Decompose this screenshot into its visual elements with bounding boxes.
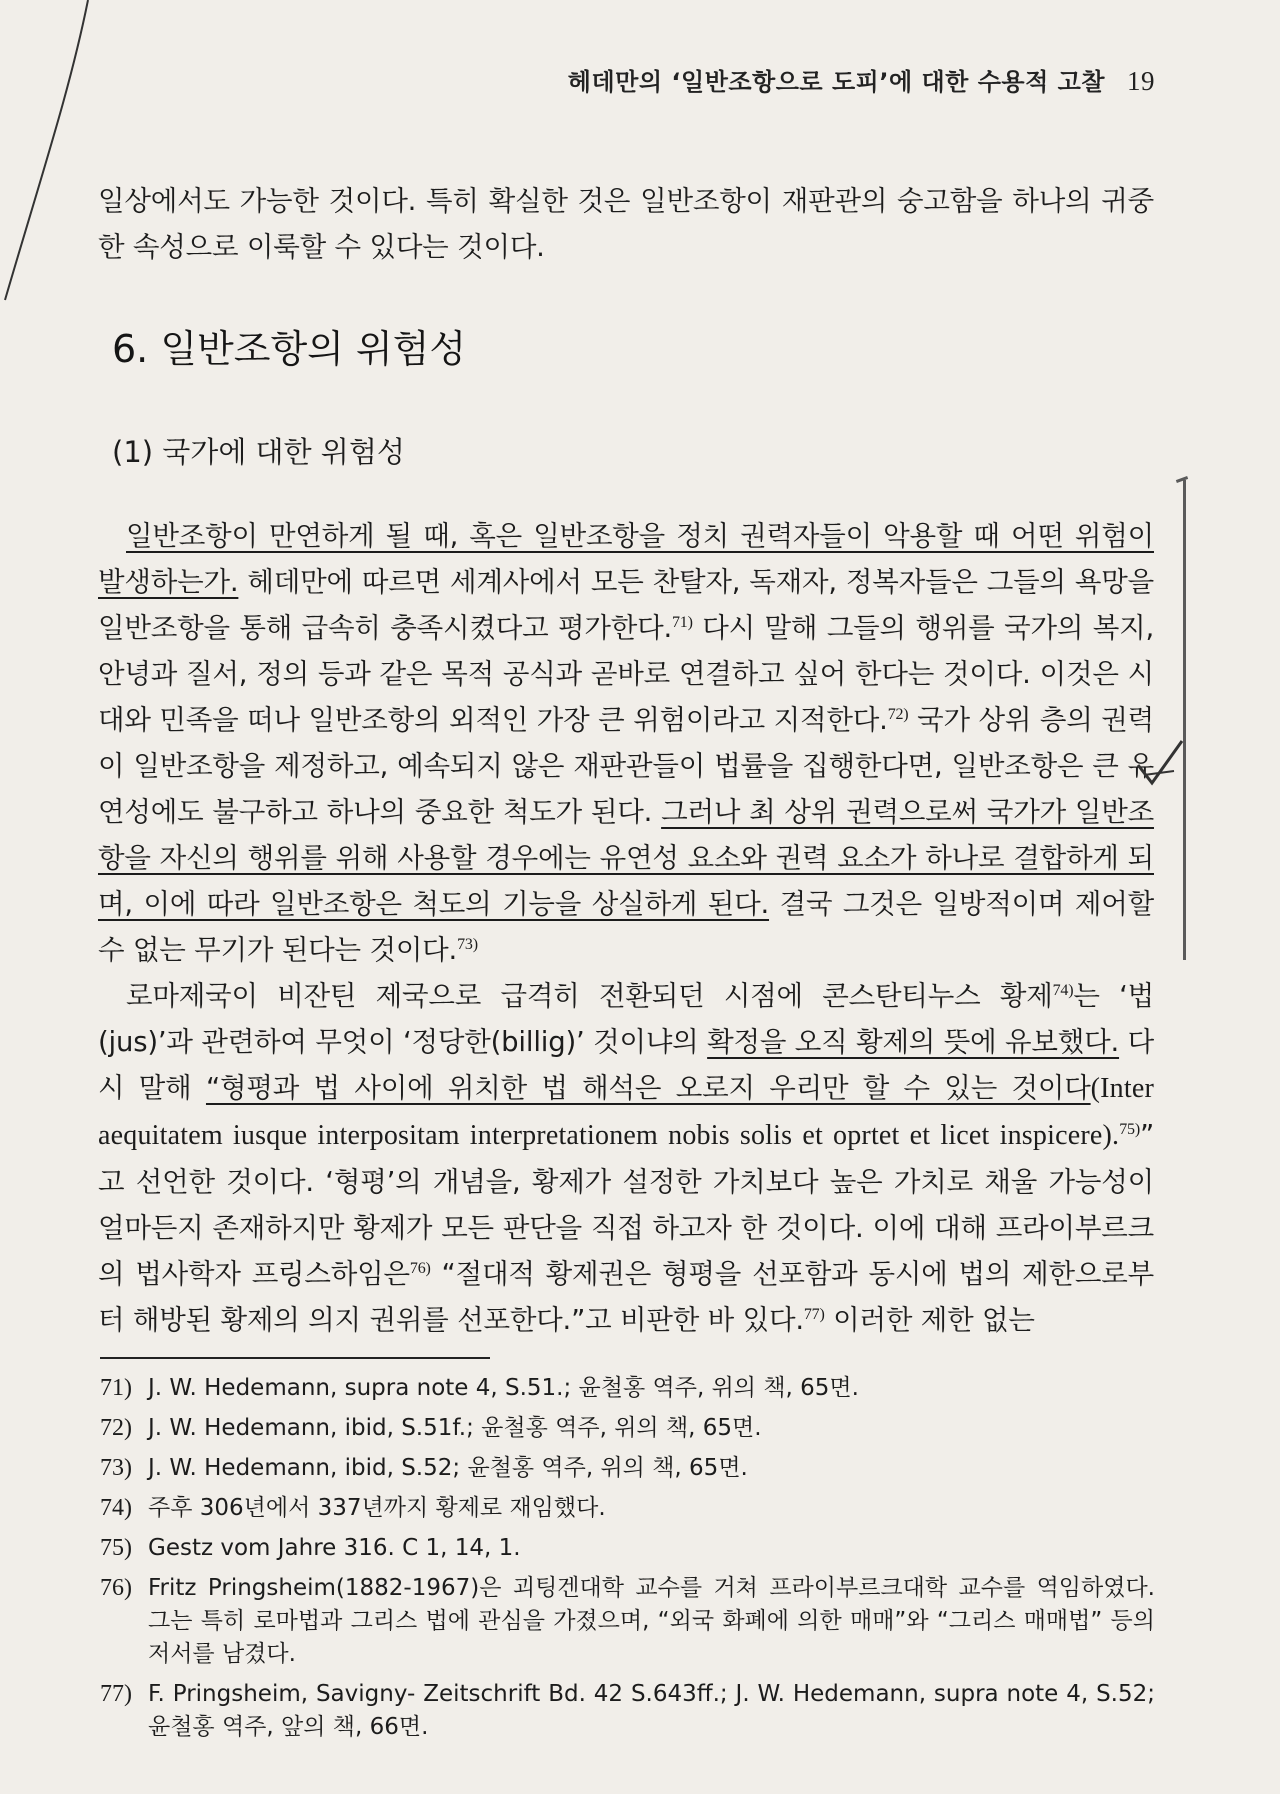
footnote-number: 76) <box>100 1575 132 1601</box>
footnote-item <box>100 1492 1155 1525</box>
page-number: 19 <box>1127 66 1155 96</box>
footnote-item <box>100 1412 1155 1445</box>
top-paragraph <box>98 178 1154 270</box>
footnote-ref: 76) <box>409 1259 431 1277</box>
text-run: 헤데만에 따르면 세계사에서 모든 찬탈자, 독재자, 정복자들은 그들의 욕망을 일반조항을 통해 급속히 충족시켰다고 평가한다. <box>98 566 1154 644</box>
running-head <box>100 62 1155 97</box>
footnote-ref: 71) <box>672 613 693 631</box>
footnote-ref: 73) <box>457 935 478 953</box>
footnote-number: 74) <box>100 1495 132 1521</box>
underlined-text: 확정을 오직 황제의 뜻에 유보했다. <box>707 1026 1120 1058</box>
footnote-text: 주후 306년에서 337년까지 황제로 재임했다. <box>148 1495 606 1521</box>
paragraph-2 <box>98 973 1154 1343</box>
footnote-number: 73) <box>100 1455 132 1481</box>
footnote-number: 71) <box>100 1375 132 1401</box>
footnote-number: 72) <box>100 1415 132 1441</box>
margin-bracket <box>1183 480 1186 960</box>
main-text <box>98 513 1154 1343</box>
text-run: ” 고 선언한 것이다. ‘형평’의 개념을, 황제가 설정한 가치보다 높은 가치로 채울 가능성이 얼마든지 존재하지만 황제가 모든 판단을 직접 하고자 한 것이다. 이에 대해 프라이부르크의 법사학자 프링스하임은 <box>98 1119 1154 1290</box>
margin-mark <box>1176 476 1188 483</box>
paragraph-1 <box>98 513 1154 973</box>
section-title: 6. 일반조항의 위험성 <box>112 327 467 371</box>
footnote-ref: 72) <box>887 705 909 723</box>
footnote-ref: 75) <box>1119 1120 1140 1138</box>
text-run: 다시 말해 그들의 행위를 국가의 복지, 안녕과 질서, 정의 등과 같은 목적 공식과 곧바로 연결하고 싶어 한다는 것이다. 이것은 시대와 민족을 떠나 일반조항의 외적인 가장 큰 위험이라고 지적한다. <box>98 612 1154 736</box>
check-mark-icon <box>1130 735 1190 795</box>
text-run: 는 ‘법(jus)’과 관련하여 무엇이 ‘정당한(billig)’ 것이냐의 <box>98 980 1154 1058</box>
footnote-item <box>100 1678 1155 1744</box>
text-run: “절대적 황제권은 형평을 선포함과 동시에 법의 제한으로부터 해방된 황제의 의지 권위를 선포한다.”고 비판한 바 있다. <box>98 1258 1154 1336</box>
footnote-text: Gestz vom Jahre 316. C 1, 14, 1. <box>148 1535 521 1561</box>
underlined-quote: “형평과 법 사이에 위치한 법 해석은 오로지 우리만 할 수 있는 것이다 <box>205 1072 1091 1104</box>
running-head-title: 헤데만의 ‘일반조항으로 도피’에 대한 수용적 고찰 <box>567 68 1105 96</box>
text-run: 결국 그것은 일방적이며 제어할 수 없는 무기가 된다는 것이다. <box>98 888 1154 966</box>
footnote-number: 77) <box>100 1681 132 1707</box>
footnote-number: 75) <box>100 1535 132 1561</box>
underlined-text: 일반조항이 만연하게 될 때, 혹은 일반조항을 정치 권력자들이 악용할 때 어떤 위험이 발생하는가. <box>98 520 1154 598</box>
footnote-item <box>100 1572 1155 1671</box>
subsection-title: (1) 국가에 대한 위험성 <box>112 435 405 469</box>
footnote-divider <box>100 1357 490 1359</box>
footnote-ref: 74) <box>1052 981 1074 999</box>
footnote-text: J. W. Hedemann, ibid, S.52; 윤철홍 역주, 위의 책, 65면. <box>148 1455 748 1481</box>
text-run: 이러한 제한 없는 <box>824 1304 1035 1336</box>
footnote-item <box>100 1452 1155 1485</box>
text-run: 국가 상위 층의 권력이 일반조항을 제정하고, 예속되지 않은 재판관들이 법률을 집행한다면, 일반조항은 큰 유연성에도 불구하고 하나의 중요한 척도가 된다. <box>98 704 1154 828</box>
footnote-text: F. Pringsheim, Savigny- Zeitschrift Bd. 42 S.643ff.; J. W. Hedemann, supra note 4, S.52; 윤철홍 역주, 앞의 책, 66면. <box>148 1681 1155 1740</box>
text-run: 다시 말해 <box>98 1026 1154 1104</box>
footnote-item <box>100 1532 1155 1565</box>
page-edge-mark <box>0 0 100 320</box>
latin-quote: (Inter aequitatem iusque interpositam interpretationem nobis solis et oprtet et licet inspicere). <box>98 1073 1154 1151</box>
footnotes <box>100 1372 1155 1751</box>
footnote-ref: 77) <box>803 1305 825 1323</box>
footnote-text: J. W. Hedemann, supra note 4, S.51.; 윤철홍 역주, 위의 책, 65면. <box>148 1375 859 1401</box>
footnote-text: Fritz Pringsheim(1882-1967)은 괴팅겐대학 교수를 거쳐 프라이부르크대학 교수를 역임하였다. 그는 특히 로마법과 그리스 법에 관심을 가졌으며, “외국 화폐에 의한 매매”와 “그리스 매매법” 등의 저서를 남겼다. <box>148 1575 1155 1667</box>
footnote-item <box>100 1372 1155 1405</box>
footnote-text: J. W. Hedemann, ibid, S.51f.; 윤철홍 역주, 위의 책, 65면. <box>148 1415 762 1441</box>
text-run: 로마제국이 비잔틴 제국으로 급격히 전환되던 시점에 콘스탄티누스 황제 <box>126 980 1053 1012</box>
underlined-text: 그러나 최 상위 권력으로써 국가가 일반조항을 자신의 행위를 위해 사용할 경우에는 유연성 요소와 권력 요소가 하나로 결합하게 되며, 이에 따라 일반조항은 척도의 기능을 상실하게 된다. <box>98 796 1154 920</box>
top-paragraph-text: 일상에서도 가능한 것이다. 특히 확실한 것은 일반조항이 재판관의 숭고함을 하나의 귀중한 속성으로 이룩할 수 있다는 것이다. <box>98 185 1154 263</box>
